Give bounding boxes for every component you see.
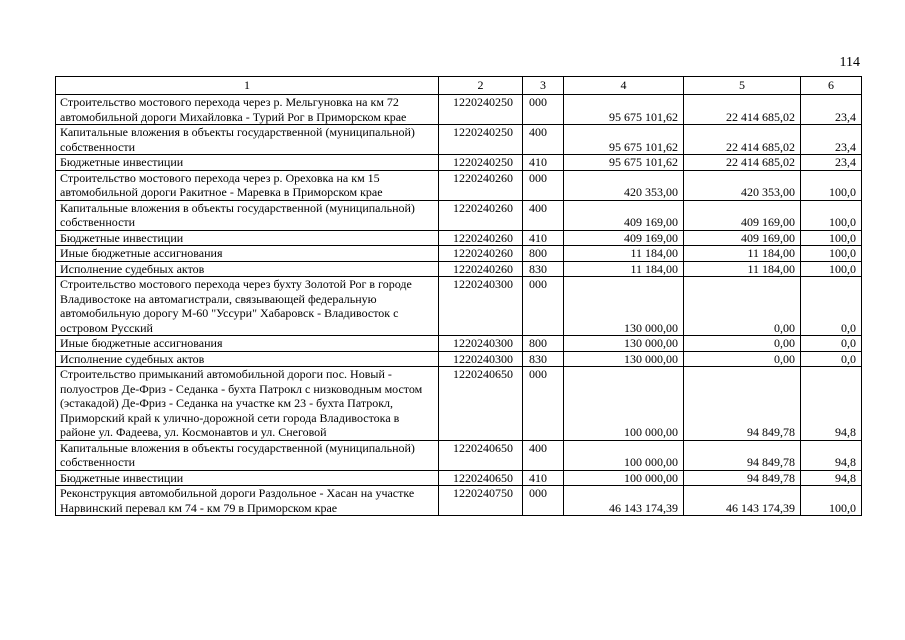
row-code-cell: 1220240260	[439, 200, 523, 230]
column-header: 5	[684, 77, 801, 95]
row-name-cell: Иные бюджетные ассигнования	[56, 246, 439, 262]
row-plan-cell: 46 143 174,39	[564, 486, 684, 516]
row-actual-cell: 409 169,00	[684, 230, 801, 246]
row-percent-cell: 100,0	[801, 246, 862, 262]
row-plan-cell: 11 184,00	[564, 246, 684, 262]
row-plan-cell: 420 353,00	[564, 170, 684, 200]
table-row	[56, 125, 862, 155]
row-plan-cell: 409 169,00	[564, 200, 684, 230]
row-name-cell: Реконструкция автомобильной дороги Раздольное - Хасан на участке Нарвинский перевал км 74 - км 79 в Приморском крае	[56, 486, 439, 516]
row-type-cell: 400	[523, 125, 564, 155]
row-actual-cell: 94 849,78	[684, 367, 801, 441]
row-plan-cell: 130 000,00	[564, 277, 684, 336]
row-actual-cell: 0,00	[684, 351, 801, 367]
row-name-cell: Бюджетные инвестиции	[56, 155, 439, 171]
row-name-cell: Капитальные вложения в объекты государственной (муниципальной) собственности	[56, 125, 439, 155]
row-percent-cell: 0,0	[801, 351, 862, 367]
row-name-cell: Строительство мостового перехода через бухту Золотой Рог в городе Владивостоке на автомагистрали, связывающей федеральную автомобильную дорогу М-60 "Уссури" Хабаровск - Владивосток с островом Русский	[56, 277, 439, 336]
row-code-cell: 1220240300	[439, 351, 523, 367]
table-row	[56, 351, 862, 367]
table-row	[56, 246, 862, 262]
row-percent-cell: 23,4	[801, 95, 862, 125]
row-percent-cell: 100,0	[801, 230, 862, 246]
table-row	[56, 277, 862, 336]
row-actual-cell: 0,00	[684, 336, 801, 352]
row-name-cell: Исполнение судебных актов	[56, 261, 439, 277]
table-header-row	[56, 77, 862, 95]
row-plan-cell: 130 000,00	[564, 336, 684, 352]
row-type-cell: 410	[523, 155, 564, 171]
column-header: 1	[56, 77, 439, 95]
table-row	[56, 367, 862, 441]
row-code-cell: 1220240250	[439, 95, 523, 125]
row-code-cell: 1220240650	[439, 470, 523, 486]
row-percent-cell: 100,0	[801, 170, 862, 200]
column-header: 2	[439, 77, 523, 95]
row-percent-cell: 100,0	[801, 261, 862, 277]
row-actual-cell: 94 849,78	[684, 440, 801, 470]
row-code-cell: 1220240250	[439, 125, 523, 155]
row-code-cell: 1220240750	[439, 486, 523, 516]
row-plan-cell: 100 000,00	[564, 367, 684, 441]
row-percent-cell: 0,0	[801, 336, 862, 352]
row-percent-cell: 100,0	[801, 486, 862, 516]
column-header: 4	[564, 77, 684, 95]
row-plan-cell: 95 675 101,62	[564, 95, 684, 125]
row-name-cell: Капитальные вложения в объекты государственной (муниципальной) собственности	[56, 440, 439, 470]
row-plan-cell: 409 169,00	[564, 230, 684, 246]
row-plan-cell: 95 675 101,62	[564, 125, 684, 155]
row-type-cell: 800	[523, 336, 564, 352]
row-name-cell: Строительство мостового перехода через р. Мельгуновка на км 72 автомобильной дороги Михайловка - Турий Рог в Приморском крае	[56, 95, 439, 125]
row-name-cell: Строительство примыканий автомобильной дороги пос. Новый - полуостров Де-Фриз - Седанка - бухта Патрокл с низководным мостом (эстакадой) Де-Фриз - Седанка на участке км 23 - бухта Патрокл, Приморский край к улично-дорожной сети города Владивостока в районе ул. Фадеева, ул. Космонавтов и ул. Снеговой	[56, 367, 439, 441]
row-type-cell: 000	[523, 170, 564, 200]
row-name-cell: Строительство мостового перехода через р. Ореховка на км 15 автомобильной дороги Ракитное - Маревка в Приморском крае	[56, 170, 439, 200]
row-code-cell: 1220240260	[439, 230, 523, 246]
page-number: 114	[839, 55, 860, 70]
row-code-cell: 1220240260	[439, 261, 523, 277]
row-plan-cell: 11 184,00	[564, 261, 684, 277]
row-actual-cell: 11 184,00	[684, 246, 801, 262]
row-percent-cell: 94,8	[801, 470, 862, 486]
table-row	[56, 170, 862, 200]
row-name-cell: Капитальные вложения в объекты государственной (муниципальной) собственности	[56, 200, 439, 230]
column-header: 3	[523, 77, 564, 95]
row-type-cell: 410	[523, 470, 564, 486]
row-type-cell: 000	[523, 95, 564, 125]
row-code-cell: 1220240650	[439, 440, 523, 470]
row-type-cell: 830	[523, 261, 564, 277]
row-code-cell: 1220240650	[439, 367, 523, 441]
table-row	[56, 486, 862, 516]
row-type-cell: 830	[523, 351, 564, 367]
row-code-cell: 1220240300	[439, 336, 523, 352]
table-row	[56, 230, 862, 246]
row-name-cell: Иные бюджетные ассигнования	[56, 336, 439, 352]
row-plan-cell: 100 000,00	[564, 470, 684, 486]
budget-table	[55, 76, 862, 516]
row-actual-cell: 0,00	[684, 277, 801, 336]
row-name-cell: Бюджетные инвестиции	[56, 230, 439, 246]
row-actual-cell: 11 184,00	[684, 261, 801, 277]
row-type-cell: 000	[523, 277, 564, 336]
table-row	[56, 155, 862, 171]
row-code-cell: 1220240260	[439, 170, 523, 200]
row-percent-cell: 94,8	[801, 440, 862, 470]
row-type-cell: 400	[523, 440, 564, 470]
row-type-cell: 000	[523, 486, 564, 516]
table-row	[56, 95, 862, 125]
row-actual-cell: 94 849,78	[684, 470, 801, 486]
row-name-cell: Исполнение судебных актов	[56, 351, 439, 367]
table-row	[56, 261, 862, 277]
row-actual-cell: 420 353,00	[684, 170, 801, 200]
row-type-cell: 410	[523, 230, 564, 246]
row-type-cell: 400	[523, 200, 564, 230]
row-plan-cell: 95 675 101,62	[564, 155, 684, 171]
row-percent-cell: 94,8	[801, 367, 862, 441]
row-actual-cell: 409 169,00	[684, 200, 801, 230]
row-code-cell: 1220240260	[439, 246, 523, 262]
row-code-cell: 1220240300	[439, 277, 523, 336]
row-actual-cell: 22 414 685,02	[684, 125, 801, 155]
row-name-cell: Бюджетные инвестиции	[56, 470, 439, 486]
row-actual-cell: 22 414 685,02	[684, 155, 801, 171]
table-row	[56, 336, 862, 352]
row-actual-cell: 46 143 174,39	[684, 486, 801, 516]
row-percent-cell: 0,0	[801, 277, 862, 336]
row-plan-cell: 100 000,00	[564, 440, 684, 470]
row-plan-cell: 130 000,00	[564, 351, 684, 367]
row-percent-cell: 23,4	[801, 155, 862, 171]
table-row	[56, 470, 862, 486]
row-type-cell: 800	[523, 246, 564, 262]
row-percent-cell: 100,0	[801, 200, 862, 230]
table-row	[56, 200, 862, 230]
row-actual-cell: 22 414 685,02	[684, 95, 801, 125]
table-row	[56, 440, 862, 470]
row-type-cell: 000	[523, 367, 564, 441]
column-header: 6	[801, 77, 862, 95]
row-percent-cell: 23,4	[801, 125, 862, 155]
row-code-cell: 1220240250	[439, 155, 523, 171]
